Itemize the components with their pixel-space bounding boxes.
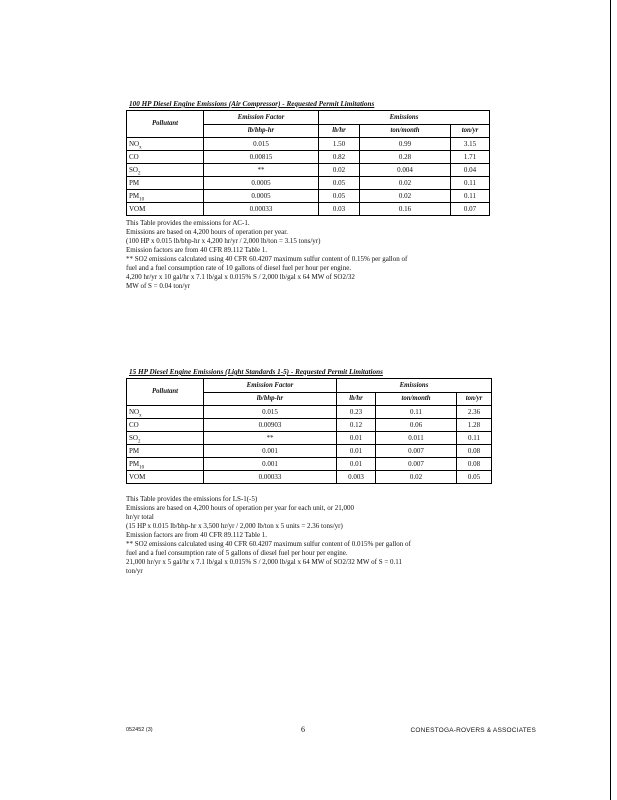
table-row (127, 151, 490, 164)
note-line: Emission factors are from 40 CFR 89.112 Table 1. (126, 246, 268, 254)
pollutant-header: Pollutant (127, 379, 204, 406)
note-line: ** SO2 emissions calculated using 40 CFR 60.4207 maximum sulfur content of 0.15% per gallon of (126, 255, 408, 263)
lbhr-cell: 0.03 (319, 203, 360, 216)
tonmonth-cell: 0.02 (360, 177, 451, 190)
lbhr-cell: 0.01 (337, 458, 376, 471)
note-line: Emission factors are from 40 CFR 89.112 Table 1. (126, 531, 268, 539)
tonmonth-cell: 0.007 (376, 445, 457, 458)
tonyr-header: ton/yr (457, 393, 492, 406)
factor-cell: ** (204, 432, 337, 445)
factor-cell: 0.0005 (204, 190, 319, 203)
factor-cell: 0.00815 (204, 151, 319, 164)
pollutant-cell: CO (127, 151, 204, 164)
page-footer (126, 725, 536, 737)
tonyr-cell: 0.04 (451, 164, 490, 177)
note-line: ** SO2 emissions calculated using 40 CFR 60.4207 maximum sulfur content of 0.015% per gallon of (126, 540, 411, 548)
tonmonth-cell: 0.11 (376, 406, 457, 419)
tonyr-cell: 0.11 (457, 432, 492, 445)
section-light-standards (126, 368, 498, 576)
table-row (127, 406, 492, 419)
lbhr-cell: 0.12 (337, 419, 376, 432)
lbhr-cell: 0.01 (337, 432, 376, 445)
lbhr-cell: 0.02 (319, 164, 360, 177)
pollutant-header: Pollutant (127, 111, 204, 138)
tonyr-cell: 0.08 (457, 458, 492, 471)
note-line: fuel and a fuel consumption rate of 5 gallons of diesel fuel per hour per engine. (126, 549, 348, 557)
table-notes (126, 495, 498, 576)
factor-cell: 0.00903 (204, 419, 337, 432)
pollutant-cell: $PM_{10}$ (127, 190, 204, 203)
lbhr-cell: 0.82 (319, 151, 360, 164)
tonyr-cell: 1.71 (451, 151, 490, 164)
tonyr-cell: 0.07 (451, 203, 490, 216)
note-line: Emissions are based on 4,200 hours of operation per year. (126, 228, 288, 236)
table-row (127, 471, 492, 484)
table-row (127, 419, 492, 432)
table-row (127, 190, 490, 203)
lbhr-header: lb/hr (319, 125, 360, 138)
emission-factor-header: Emission Factor (204, 111, 319, 125)
note-line: fuel and a fuel consumption rate of 10 gallons of diesel fuel per hour per engine. (126, 264, 352, 272)
pollutant-cell: $NO_x$ (127, 406, 204, 419)
lbhr-header: lb/hr (337, 393, 376, 406)
tonmonth-header: ton/month (360, 125, 451, 138)
tonyr-cell: 3.15 (451, 138, 490, 151)
pollutant-cell: $SO_2$ (127, 432, 204, 445)
table-row (127, 177, 490, 190)
pollutant-cell: PM (127, 445, 204, 458)
tonyr-cell: 2.36 (457, 406, 492, 419)
tonmonth-cell: 0.007 (376, 458, 457, 471)
note-line: hr/yr total (126, 513, 154, 521)
tonyr-cell: 0.08 (457, 445, 492, 458)
tonmonth-cell: 0.02 (360, 190, 451, 203)
tonyr-header: ton/yr (451, 125, 490, 138)
lbhr-cell: 1.50 (319, 138, 360, 151)
factor-cell: 0.00033 (204, 471, 337, 484)
tonmonth-cell: 0.02 (376, 471, 457, 484)
section-air-compressor (126, 100, 498, 291)
factor-cell: 0.015 (204, 406, 337, 419)
factor-cell: 0.0005 (204, 177, 319, 190)
table-notes (126, 219, 498, 291)
pollutant-cell: CO (127, 419, 204, 432)
tonmonth-cell: 0.06 (376, 419, 457, 432)
factor-unit-header: lb/bhp-hr (204, 393, 337, 406)
note-line: 21,000 hr/yr x 5 gal/hr x 7.1 lb/gal x 0.015% S / 2,000 lb/gal x 64 MW of SO2/32 MW of S = 0.11 (126, 558, 403, 566)
pollutant-cell: $NO_x$ (127, 138, 204, 151)
emissions-table (126, 110, 490, 216)
factor-unit-header: lb/bhp-hr (204, 125, 319, 138)
factor-cell: ** (204, 164, 319, 177)
lbhr-cell: 0.01 (337, 445, 376, 458)
tonyr-cell: 1.28 (457, 419, 492, 432)
factor-cell: 0.015 (204, 138, 319, 151)
pollutant-cell: $PM_{10}$ (127, 458, 204, 471)
doc-id: 052452 (3) (126, 727, 153, 733)
emissions-header: Emissions (319, 111, 490, 125)
factor-cell: 0.00033 (204, 203, 319, 216)
note-line: (15 HP x 0.015 lb/bhp-hr x 3,500 hr/yr / 2,000 lb/ton x 5 units = 2.36 tons/yr) (126, 522, 343, 530)
emissions-header: Emissions (337, 379, 492, 393)
table-row (127, 458, 492, 471)
pollutant-cell: PM (127, 177, 204, 190)
pollutant-cell: VOM (127, 471, 204, 484)
emissions-table (126, 378, 492, 484)
page-number: 6 (301, 725, 305, 734)
note-line: MW of S = 0.04 ton/yr (126, 282, 191, 290)
tonyr-cell: 0.11 (451, 177, 490, 190)
note-line: This Table provides the emissions for AC-1. (126, 219, 250, 227)
lbhr-cell: 0.003 (337, 471, 376, 484)
table-row (127, 445, 492, 458)
tonmonth-cell: 0.28 (360, 151, 451, 164)
pollutant-cell: $SO_2$ (127, 164, 204, 177)
factor-cell: 0.001 (204, 458, 337, 471)
tonmonth-cell: 0.004 (360, 164, 451, 177)
note-line: Emissions are based on 4,200 hours of operation per year for each unit, or 21,000 (126, 504, 355, 512)
factor-cell: 0.001 (204, 445, 337, 458)
table-title: 15 HP Diesel Engine Emissions (Light Standards 1-5) - Requested Permit Limitations (129, 368, 383, 376)
tonmonth-cell: 0.99 (360, 138, 451, 151)
note-line: (100 HP x 0.015 lb/bhp-hr x 4,200 hr/yr / 2,000 lb/ton = 3.15 tons/yr) (126, 237, 321, 245)
table-title: 100 HP Diesel Engine Emissions (Air Compressor) - Requested Permit Limitations (129, 100, 375, 108)
tonmonth-cell: 0.16 (360, 203, 451, 216)
note-line: This Table provides the emissions for LS-1(-5) (126, 495, 258, 503)
emission-factor-header: Emission Factor (204, 379, 337, 393)
note-line: ton/yr (126, 567, 143, 575)
table-row (127, 203, 490, 216)
table-row (127, 138, 490, 151)
lbhr-cell: 0.05 (319, 177, 360, 190)
pollutant-cell: VOM (127, 203, 204, 216)
tonyr-cell: 0.11 (451, 190, 490, 203)
page-edge (610, 0, 611, 800)
table-row (127, 432, 492, 445)
lbhr-cell: 0.23 (337, 406, 376, 419)
company-name: CONESTOGA-ROVERS & ASSOCIATES (410, 727, 536, 734)
tonmonth-cell: 0.011 (376, 432, 457, 445)
table-row (127, 164, 490, 177)
tonmonth-header: ton/month (376, 393, 457, 406)
tonyr-cell: 0.05 (457, 471, 492, 484)
note-line: 4,200 hr/yr x 10 gal/hr x 7.1 lb/gal x 0.015% S / 2,000 lb/gal x 64 MW of SO2/32 (126, 273, 355, 281)
lbhr-cell: 0.05 (319, 190, 360, 203)
